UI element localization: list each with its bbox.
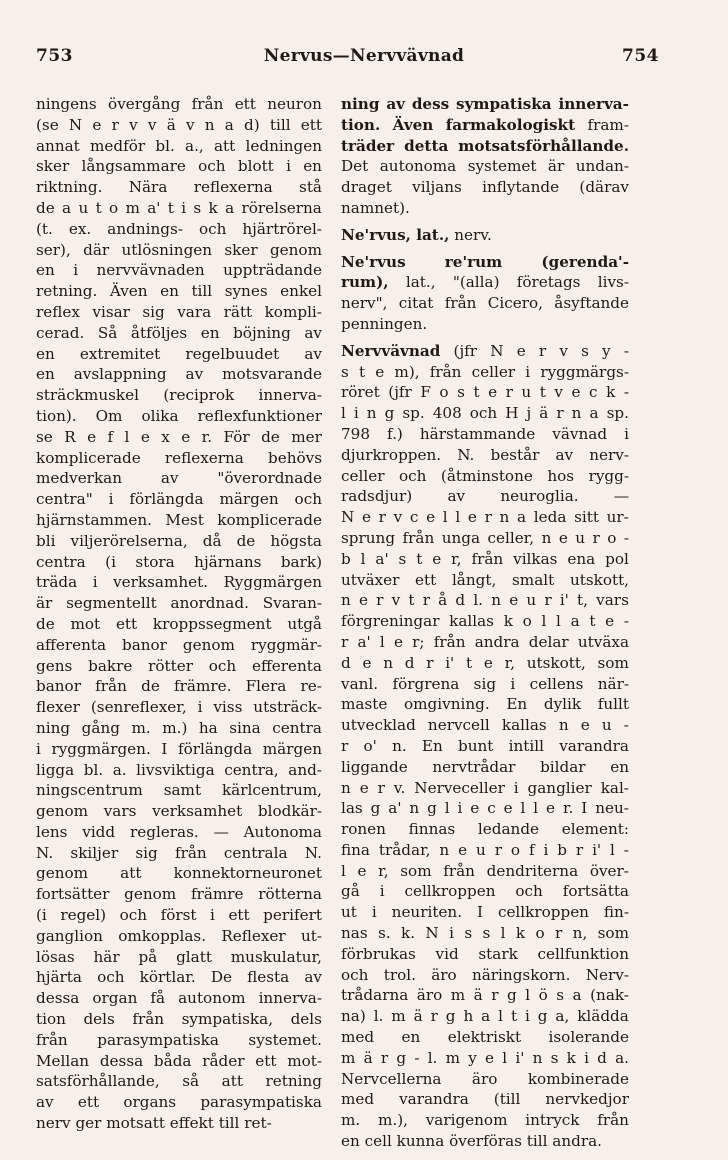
running-head: Nervus—Nervvävnad [263, 46, 465, 66]
text-line: sträckmuskel (reciprok innerva- [36, 386, 322, 405]
text-line: m ä r g - l. m y e l i' n s k i d a. [341, 1048, 629, 1067]
text-line: en avslappning av motsvarande [36, 365, 322, 384]
text-line: ning gång m. m.) ha sina centra [36, 718, 322, 737]
text-line: ganglion omkopplas. Reflexer ut- [36, 926, 322, 945]
right-column [341, 94, 629, 1152]
text-line: Mellan dessa båda råder ett mot- [36, 1051, 322, 1070]
text-line: riktning. Nära reflexerna stå [36, 178, 322, 197]
text-line: de mot ett kroppssegment utgå [36, 614, 322, 633]
text-line: celler och (åtminstone hos rygg- [341, 466, 629, 485]
page-number-right: 754 [622, 46, 659, 66]
text-line: las g a' n g l i e c e l l e r. I neu- [341, 799, 629, 818]
text-line: namnet). [341, 198, 410, 217]
text-line: Nervvävnad (jfr N e r v s y - [341, 341, 629, 360]
text-line: rum), lat., "(alla) företags livs- [341, 273, 629, 292]
text-line: i ryggmärgen. I förlängda märgen [36, 739, 322, 758]
text-line: d e n d r i' t e r, utskott, som [341, 653, 629, 672]
text-line: satsförhållande, så att retning [36, 1072, 322, 1091]
text-line: nerv ger motsatt effekt till ret- [36, 1114, 272, 1133]
text-line: m. m.), varigenom intryck från [341, 1111, 629, 1130]
text-line: dessa organ få autonom innerva- [36, 989, 322, 1008]
text-line: gå i cellkroppen och fortsätta [341, 882, 629, 901]
text-line: tion dels från sympatiska, dels [36, 1010, 322, 1029]
text-line: r o' n. En bunt intill varandra [341, 736, 629, 755]
text-line: annat medför bl. a., att ledningen [36, 136, 322, 155]
text-line: ligga bl. a. livsviktiga centra, and- [36, 760, 322, 779]
text-line: en extremitet regelbuudet av [36, 344, 322, 363]
text-line: bli viljerörelserna, då de högsta [36, 531, 322, 550]
text-line: cerad. Så åtföljes en böjning av [36, 323, 322, 342]
text-line: och trol. äro näringskorn. Nerv- [341, 965, 629, 984]
text-line: ningens övergång från ett neuron [36, 95, 322, 113]
text-line: sker långsammare och blott i en [36, 157, 322, 176]
text-line: från parasympatiska systemet. [36, 1030, 322, 1049]
text-line: s t e m), från celler i ryggmärgs- [341, 362, 629, 381]
text-line: liggande nervtrådar bildar en [341, 757, 629, 776]
text-line: är segmentellt anordnad. Svaran- [36, 594, 322, 613]
text-line: träder detta motsatsförhållande. [341, 136, 629, 155]
text-line: ronen finnas ledande element: [341, 820, 629, 839]
text-line: centra" i förlängda märgen och [36, 490, 322, 509]
text-line: förgreningar kallas k o l l a t e - [341, 612, 629, 631]
text-line: na) l. m ä r g h a l t i g a, klädda [341, 1007, 629, 1026]
text-line: Nervcellerna äro kombinerade [341, 1069, 629, 1088]
text-line: nerv", citat från Cicero, åsyftande [341, 294, 629, 313]
text-line: gens bakre rötter och efferenta [36, 656, 322, 675]
text-line: N e r v c e l l e r n a leda sitt ur- [341, 508, 629, 527]
text-line: komplicerade reflexerna behövs [36, 448, 322, 467]
text-line: se R e f l e x e r. För de mer [36, 427, 322, 446]
text-line: nas s. k. N i s s l k o r n, som [341, 924, 629, 943]
text-line: 798 f.) härstammande vävnad i [341, 424, 629, 443]
text-line: reflex visar sig vara rätt kompli- [36, 302, 322, 321]
text-line: genom vars verksamhet blodkär- [36, 802, 322, 821]
text-line: retning. Även en till synes enkel [36, 282, 322, 301]
text-line: en cell kunna överföras till andra. [341, 1132, 602, 1151]
text-line: maste omgivning. En dylik fullt [341, 695, 629, 714]
page-header [0, 46, 728, 76]
text-line: med en elektriskt isolerande [341, 1028, 629, 1047]
text-line: vanl. förgrena sig i cellens när- [341, 674, 629, 693]
text-line: av ett organs parasympatiska [36, 1093, 322, 1112]
text-line: förbrukas vid stark cellfunktion [341, 944, 629, 963]
text-line: l e r, som från dendriterna över- [341, 861, 629, 880]
text-line: sprung från unga celler, n e u r o - [341, 528, 629, 547]
text-line: (t. ex. andnings- och hjärtrörel- [36, 219, 322, 238]
text-line: en i nervvävnaden uppträdande [36, 261, 322, 280]
text-line: fina trådar, n e u r o f i b r i' l - [341, 840, 629, 859]
text-line: Ne'rvus, lat., nerv. [341, 225, 492, 244]
text-line: n e r v. Nerveceller i ganglier kal- [341, 778, 629, 797]
text-line: n e r v t r å d l. n e u r i' t, vars [341, 591, 629, 610]
text-line: flexer (senreflexer, i viss utsträck- [36, 698, 322, 717]
text-line: ut i neuriten. I cellkroppen fin- [341, 903, 629, 922]
text-line: fortsätter genom främre rötterna [36, 885, 322, 904]
text-line: ningscentrum samt kärlcentrum, [36, 781, 322, 800]
text-line: medverkan av "överordnade [36, 469, 322, 488]
text-line: lens vidd regleras. — Autonoma [36, 822, 322, 841]
text-line: penningen. [341, 314, 428, 333]
text-line: tion. Även farmakologiskt fram- [341, 115, 629, 134]
text-line: l i n g sp. 408 och H j ä r n a sp. [341, 404, 629, 423]
text-line: afferenta banor genom ryggmär- [36, 635, 322, 654]
text-line: träda i verksamhet. Ryggmärgen [36, 573, 322, 592]
text-line: r a' l e r; från andra delar utväxa [341, 632, 629, 651]
text-line: b l a' s t e r, från vilkas ena pol [341, 549, 629, 568]
text-line: banor från de främre. Flera re- [36, 677, 322, 696]
text-line: radsdjur) av neuroglia. — [341, 487, 629, 506]
text-line: ser), där utlösningen sker genom [36, 240, 322, 259]
text-line: draget viljans inflytande (därav [341, 178, 629, 197]
text-line: genom att konnektorneuronet [36, 864, 322, 883]
text-line: hjärta och körtlar. De flesta av [36, 968, 322, 987]
text-line: ning av dess sympatiska innerva- [341, 95, 629, 113]
text-line: djurkroppen. N. består av nerv- [341, 445, 629, 464]
text-line: tion). Om olika reflexfunktioner [36, 406, 322, 425]
page-number-left: 753 [36, 46, 73, 66]
text-line: med varandra (till nervkedjor [341, 1090, 629, 1109]
text-line: centra (i stora hjärnans bark) [36, 552, 322, 571]
text-line: (se N e r v v ä v n a d) till ett [36, 115, 322, 134]
text-line: utvecklad nervcell kallas n e u - [341, 716, 629, 735]
text-line: röret (jfr F o s t e r u t v e c k - [341, 383, 629, 402]
text-line: Ne'rvus re'rum (gerenda'- [341, 252, 629, 271]
text-line: (i regel) och först i ett perifert [36, 906, 322, 925]
text-line: trådarna äro m ä r g l ö s a (nak- [341, 986, 629, 1005]
text-line: de a u t o m a' t i s k a rörelserna [36, 198, 322, 217]
text-line: N. skiljer sig från centrala N. [36, 843, 322, 862]
text-line: Det autonoma systemet är undan- [341, 157, 629, 176]
text-line: lösas här på glatt muskulatur, [36, 947, 322, 966]
text-line: hjärnstammen. Mest komplicerade [36, 510, 322, 529]
text-line: utväxer ett långt, smalt utskott, [341, 570, 629, 589]
left-column [36, 94, 322, 1134]
